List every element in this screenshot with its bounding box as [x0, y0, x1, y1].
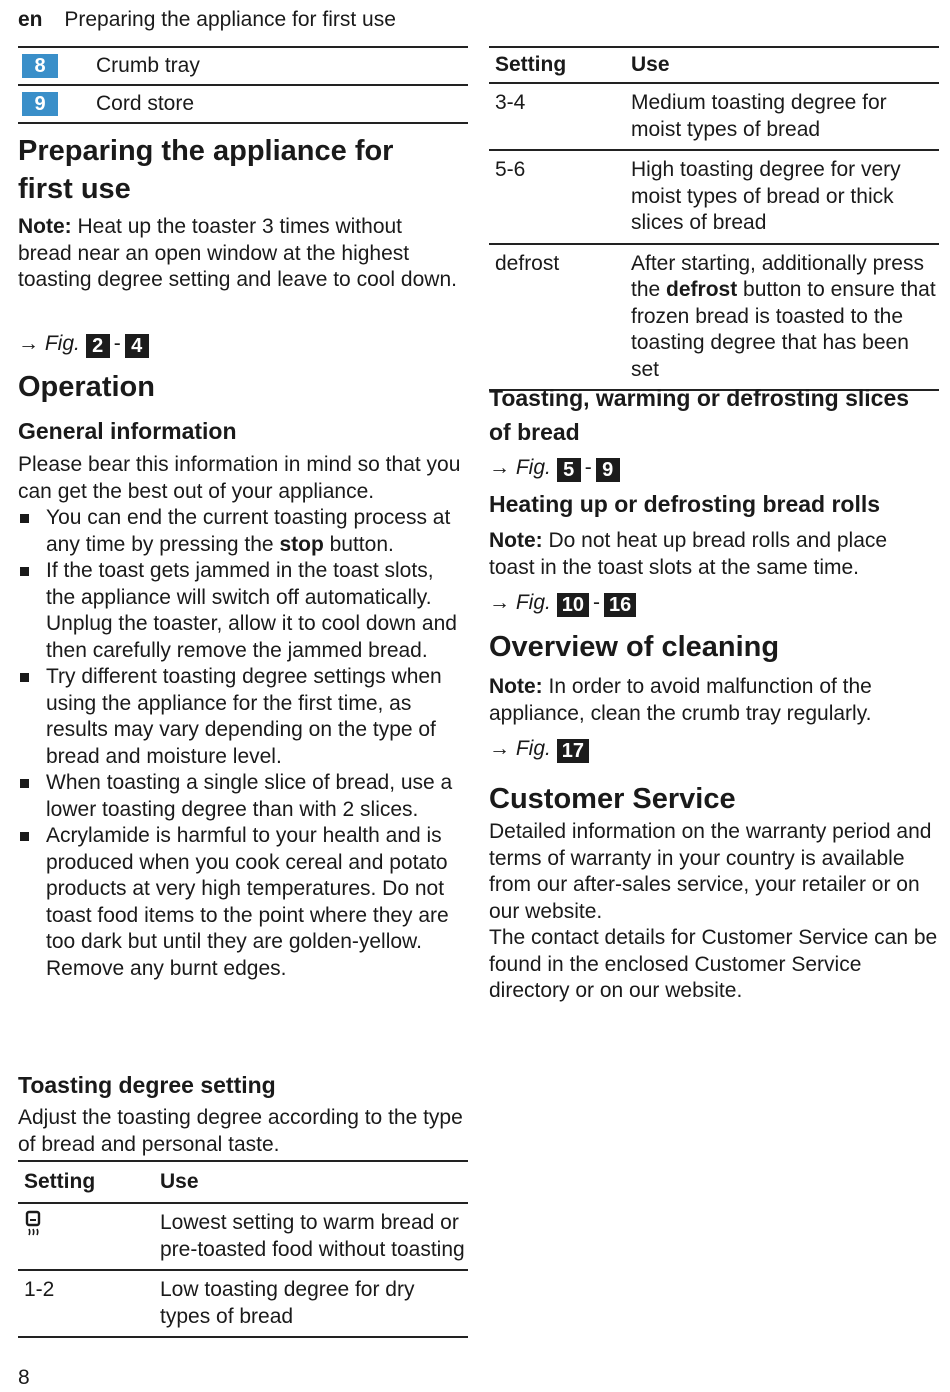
table-header-row [18, 1161, 468, 1203]
degree-table [18, 1160, 468, 1338]
table-row [489, 83, 939, 150]
service-section [489, 780, 736, 818]
page-header [18, 8, 396, 32]
warm-setting-icon [18, 1203, 154, 1270]
prep-fig-ref: → Fig. 2 - 4 [18, 332, 149, 358]
arrow-icon: → [489, 737, 510, 760]
degree-heading: Toasting degree setting [18, 1072, 276, 1098]
fig-badge: 4 [125, 334, 149, 358]
general-heading: General information [18, 418, 237, 444]
toasting-heading: Toasting, warming or defrosting slices of bread [489, 385, 910, 445]
table-cell: 5-6 [489, 150, 625, 244]
fig-badge: 16 [604, 593, 636, 617]
part-number-badge: 9 [22, 92, 58, 116]
table-header-row [489, 47, 939, 83]
service-heading: Customer Service [489, 783, 736, 815]
prep-section [18, 132, 448, 208]
page-number: 8 [18, 1366, 30, 1389]
table-row [489, 150, 939, 244]
parts-row [18, 47, 468, 85]
cleaning-heading: Overview of cleaning [489, 631, 780, 663]
table-cell: Lowest setting to warm bread or pre-toasted food without toasting [154, 1203, 468, 1270]
table-row [18, 1203, 468, 1270]
parts-list [18, 46, 468, 124]
note-label: Note: [489, 675, 543, 698]
fig-label: Fig. [515, 456, 551, 479]
cleaning-note [489, 674, 929, 727]
column-header-use: Use [625, 47, 939, 83]
table-cell: Low toasting degree for dry types of bread [154, 1270, 468, 1337]
part-number-badge: 8 [22, 54, 58, 78]
list-item: Acrylamide is harmful to your health and is produced when you cook cereal and potato products at very high temperatures. Do not toast food items to the point where they are too dark but until they are golden-yellow. Remove any burnt edges. [18, 823, 466, 982]
header-title: Preparing the appliance for first use [64, 8, 396, 31]
degree-intro: Adjust the toasting degree according to the type of bread and personal taste. [18, 1106, 463, 1156]
operation-section [18, 368, 155, 406]
fig-badge: 9 [596, 458, 620, 482]
list-item: When toasting a single slice of bread, use a lower toasting degree than with 2 slices. [18, 770, 466, 823]
part-label: Cord store [96, 85, 468, 123]
toasting-fig-ref: → Fig. 5 - 9 [489, 456, 620, 482]
service-paragraph: Detailed information on the warranty period and terms of warranty in your country is available from our after-sales service, your retailer or on our website. [489, 820, 932, 923]
general-info [18, 414, 237, 448]
fig-badge: 10 [557, 593, 589, 617]
arrow-icon: → [18, 332, 39, 355]
cleaning-fig-ref [489, 737, 589, 763]
table-row [489, 244, 939, 391]
arrow-icon: → [489, 591, 510, 614]
table-cell: Medium toasting degree for moist types of bread [625, 83, 939, 150]
rolls-fig-ref: → Fig. 10 - 16 [489, 591, 636, 617]
arrow-icon: → [489, 456, 510, 479]
fig-label: Fig. [515, 591, 551, 614]
note-label: Note: [18, 215, 72, 238]
fig-badge: 5 [557, 458, 581, 482]
parts-row [18, 85, 468, 123]
operation-heading: Operation [18, 371, 155, 403]
rolls-note [489, 528, 937, 581]
note-text: Do not heat up bread rolls and place toast in the toast slots at the same time. [489, 529, 888, 579]
fig-label: Fig. [44, 332, 80, 355]
column-header-use: Use [154, 1161, 468, 1203]
toasting-section [489, 381, 919, 449]
fig-label: Fig. [515, 737, 551, 760]
table-cell: After starting, additionally press the defrost button to ensure that frozen bread is toasted to the toasting degree that has been set [625, 244, 939, 391]
degree-table-continued [489, 46, 939, 391]
list-item: Try different toasting degree settings when using the appliance for the first time, as results may vary depending on the type of bread and moisture level. [18, 664, 466, 770]
service-paragraph: The contact details for Customer Service can be found in the enclosed Customer Service directory or on our website. [489, 926, 938, 1002]
fig-badge: 17 [557, 739, 589, 763]
table-row [18, 1270, 468, 1337]
column-header-setting: Setting [18, 1161, 154, 1203]
general-intro: Please bear this information in mind so that you can get the best out of your appliance. [18, 453, 461, 503]
service-content [489, 819, 939, 1005]
language-code: en [18, 8, 43, 31]
rolls-section [489, 487, 880, 521]
list-item: You can end the current toasting process at any time by pressing the stop button. [18, 505, 466, 558]
rolls-heading: Heating up or defrosting bread rolls [489, 491, 881, 517]
prep-heading: Preparing the appliance for first use [18, 135, 394, 205]
degree-section [18, 1068, 276, 1102]
prep-note [18, 214, 458, 294]
cleaning-section [489, 628, 779, 666]
bullet-list [18, 505, 466, 982]
note-text: Heat up the toaster 3 times without bread near an open window at the highest toasting degree setting and leave to cool down. [18, 215, 457, 291]
table-cell: 1-2 [18, 1270, 154, 1337]
fig-badge: 2 [86, 334, 110, 358]
column-header-setting: Setting [489, 47, 625, 83]
table-cell: High toasting degree for very moist types of bread or thick slices of bread [625, 150, 939, 244]
part-label: Crumb tray [96, 47, 468, 85]
table-cell: 3-4 [489, 83, 625, 150]
note-text: In order to avoid malfunction of the appliance, clean the crumb tray regularly. [489, 675, 872, 725]
table-cell: defrost [489, 244, 625, 391]
general-content [18, 452, 466, 982]
note-label: Note: [489, 529, 543, 552]
list-item: If the toast gets jammed in the toast slots, the appliance will switch off automatically. Unplug the toaster, allow it to cool down and then carefully remove the jammed bread. [18, 558, 466, 664]
